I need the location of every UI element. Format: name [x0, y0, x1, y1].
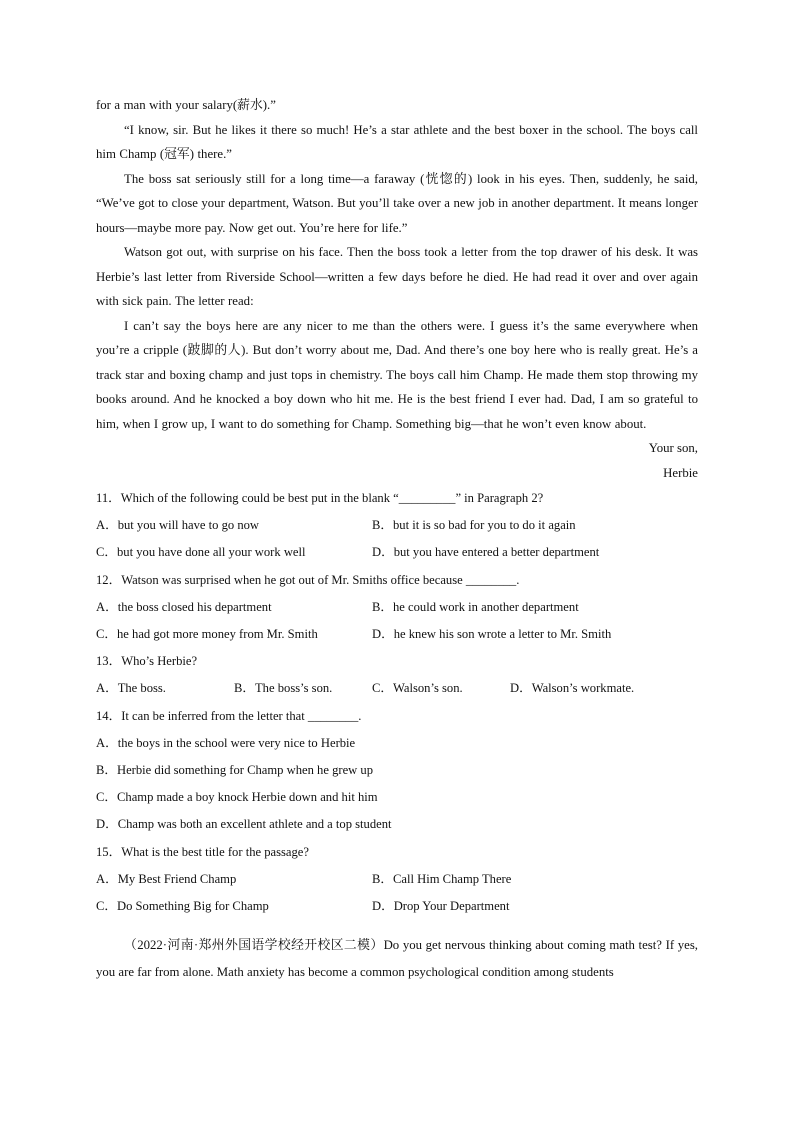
question-stem: 13．Who’s Herbie?	[96, 654, 198, 669]
letter-body: I can’t say the boys here are any nicer to me than the others were. I guess it’s the same everywhere when you’re a cripple (跛脚的人). But don’t worry about me, Dad. And there’s one boy here who is really great. He’s a track star and boxing champ and just tops in chemistry. The boys call him Champ. He made them stop throwing my books around. And he knocked a boy down who hit me. He is the best friend I ever had. Dad, I am so grateful to him, when I grow up, I want to do something for Champ. Something big—that he won’t even know about.	[96, 318, 698, 431]
option-d: D．Walson’s workmate.	[510, 681, 635, 696]
question-stem: 12．Watson was surprised when he got out of Mr. Smiths office because ________.	[96, 572, 520, 587]
question-stem: 15．What is the best title for the passage?	[96, 844, 309, 859]
option-c: C．but you have done all your work well	[96, 545, 306, 560]
option-c: C．Champ made a boy knock Herbie down and hit him	[96, 790, 378, 805]
option-d: D．but you have entered a better department	[372, 545, 600, 560]
next-passage-intro: （2022·河南·郑州外国语学校经开校区二模）Do you get nervous thinking about coming math test? If yes, you are far from alone. Math anxiety has become a common psychological condition among students	[96, 938, 698, 979]
option-d: D．he knew his son wrote a letter to Mr. Smith	[372, 627, 612, 642]
options-row	[96, 621, 698, 648]
question-15	[96, 839, 698, 921]
passage-line: for a man with your salary(薪水).”	[96, 98, 276, 112]
question-12	[96, 567, 698, 649]
options-row	[96, 866, 698, 893]
passage-paragraph: Watson got out, with surprise on his face. Then the boss took a letter from the top drawer of his desk. It was Herbie’s last letter from Riverside School—written a few days before he died. He had read it over and over again with sick pain. The letter read:	[96, 245, 698, 308]
options-row	[96, 594, 698, 621]
option-b: B．Herbie did something for Champ when he grew up	[96, 763, 374, 778]
question-14	[96, 703, 698, 839]
options-row	[96, 512, 698, 539]
section-gap	[96, 920, 698, 932]
option-a: A．but you will have to go now	[96, 518, 260, 533]
option-d: D．Champ was both an excellent athlete and a top student	[96, 817, 392, 832]
page-content	[96, 93, 698, 985]
option-a: A．The boss.	[96, 681, 166, 696]
option-c: C．he had got more money from Mr. Smith	[96, 627, 318, 642]
options-row	[96, 675, 698, 702]
option-d: D．Drop Your Department	[372, 899, 510, 914]
question-stem: 14．It can be inferred from the letter that ________.	[96, 708, 362, 723]
question-stem: 11．Which of the following could be best put in the blank “_________” in Paragraph 2?	[96, 491, 544, 505]
option-b: B．but it is so bad for you to do it again	[372, 518, 576, 533]
options-row	[96, 539, 698, 566]
option-a: A．My Best Friend Champ	[96, 871, 237, 886]
passage-paragraph: “I know, sir. But he likes it there so much! He’s a star athlete and the best boxer in the school. The boys call him Champ (冠军) there.”	[96, 122, 698, 161]
option-b: B．The boss’s son.	[234, 681, 333, 696]
question-13	[96, 648, 698, 702]
option-c: C．Do Something Big for Champ	[96, 899, 269, 914]
passage-paragraph: The boss sat seriously still for a long time—a faraway (恍惚的) look in his eyes. Then, suddenly, he said, “We’ve got to close your department, Watson. But you’ll take over a new job in another department. It means longer hours—maybe more pay. Now get out. You’re here for life.”	[96, 171, 698, 235]
option-b: B．he could work in another department	[372, 599, 579, 614]
option-c: C．Walson’s son.	[372, 681, 463, 696]
option-b: B．Call Him Champ There	[372, 871, 512, 886]
option-a: A．the boss closed his department	[96, 599, 272, 614]
question-11	[96, 485, 698, 567]
letter-signature: Herbie	[663, 465, 698, 480]
options-row	[96, 893, 698, 920]
letter-sign-off: Your son,	[648, 441, 698, 455]
option-a: A．the boys in the school were very nice to Herbie	[96, 735, 356, 750]
